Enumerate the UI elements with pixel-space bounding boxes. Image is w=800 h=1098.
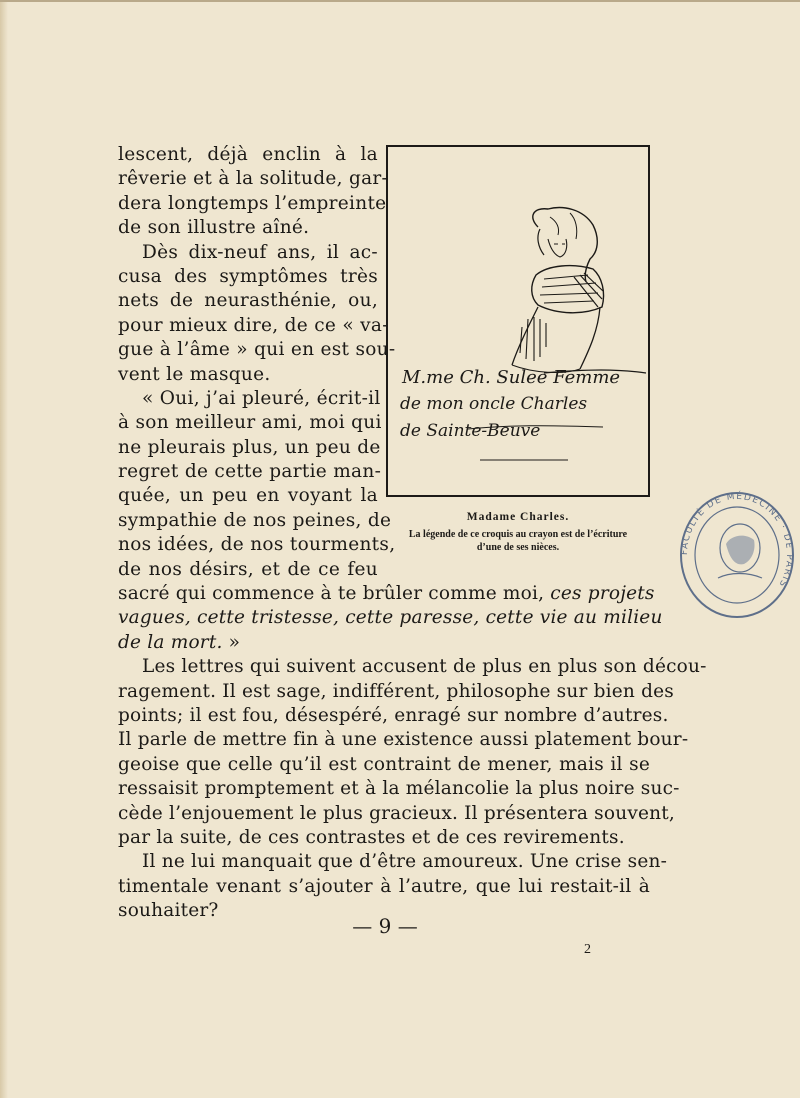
sketch-illustration xyxy=(388,147,648,495)
text-line: gue à l’âme » qui en est sou- xyxy=(118,339,396,361)
text-line: Il parle de mettre fin à une existence aussi platement bour- xyxy=(118,729,689,751)
handwriting-line: de Sainte-Beuve xyxy=(400,421,541,441)
handwriting-line: M.me Ch. Sulee Femme xyxy=(402,367,621,388)
text-line: cède l’enjouement le plus gracieux. Il présentera souvent, xyxy=(118,802,675,824)
body-text xyxy=(118,582,707,923)
text-line: dera longtemps l’empreinte xyxy=(118,192,387,214)
svg-text:FACULTÉ DE MÉDECINE · DE PARIS: FACULTÉ DE MÉDECINE · DE PARIS xyxy=(679,491,795,590)
quote-line: vagues, cette tristesse, cette paresse, cette vie au milieu xyxy=(118,607,663,629)
figure-frame xyxy=(386,145,650,497)
text-line: par la suite, de ces contrastes et de ces revirements. xyxy=(118,826,625,848)
text-line: sympathie de nos peines, de xyxy=(118,509,392,531)
text-line: Il ne lui manquait que d’être amoureux. Une crise sen- xyxy=(142,851,668,873)
text-line: ne pleurais plus, un peu de xyxy=(118,436,381,458)
figure-caption-title: Madame Charles. xyxy=(466,511,570,523)
text-line: Dès dix-neuf ans, il ac- xyxy=(142,241,378,263)
text-line: points; il est fou, désespéré, enragé sur nombre d’autres. xyxy=(118,704,669,726)
signature-mark: 2 xyxy=(584,942,591,957)
handwriting-line: de mon oncle Charles xyxy=(400,394,588,414)
page-number: — 9 — xyxy=(352,914,418,938)
quote-line: de la mort. » xyxy=(118,631,241,653)
text-line: timentale venant s’ajouter à l’autre, que lui restait-il à xyxy=(118,875,650,897)
paragraph xyxy=(118,655,707,923)
page-edge xyxy=(0,0,8,1098)
text-line: nos idées, de nos tourments, xyxy=(118,534,396,556)
text-line: pour mieux dire, de ce « va- xyxy=(118,314,389,336)
column-text xyxy=(118,143,396,582)
text-line: de nos désirs, et de ce feu xyxy=(118,558,378,580)
text-line: Les lettres qui suivent accusent de plus en plus son décou- xyxy=(142,656,707,678)
text-line: à son meilleur ami, moi qui xyxy=(118,412,382,434)
quote-line: sacré qui commence à te brûler comme moi, ces projets xyxy=(118,583,655,604)
text-line: cusa des symptômes très xyxy=(118,265,378,287)
figure-caption-text: La légende de ce croquis au crayon est de l’écriture d’une de ses nièces. xyxy=(408,529,628,553)
text-line: vent le masque. xyxy=(118,363,271,385)
text-line: regret de cette partie man- xyxy=(118,461,382,483)
library-stamp-icon xyxy=(678,480,796,630)
text-line: rêverie et à la solitude, gar- xyxy=(118,168,389,190)
text-line: lescent, déjà enclin à la xyxy=(118,144,378,165)
text-line: quée, un peu en voyant la xyxy=(118,485,378,507)
text-line: nets de neurasthénie, ou, xyxy=(118,290,378,312)
text-line: ragement. Il est sage, indifférent, philosophe sur bien des xyxy=(118,680,675,702)
text-line: souhaiter? xyxy=(118,900,219,922)
text-line: de son illustre aîné. xyxy=(118,217,310,239)
text-line: « Oui, j’ai pleuré, écrit-il xyxy=(142,387,381,409)
text-line: ressaisit promptement et à la mélancolie la plus noire suc- xyxy=(118,778,680,800)
text-line: geoise que celle qu’il est contraint de mener, mais il se xyxy=(118,753,650,775)
page-top-line xyxy=(0,0,800,2)
